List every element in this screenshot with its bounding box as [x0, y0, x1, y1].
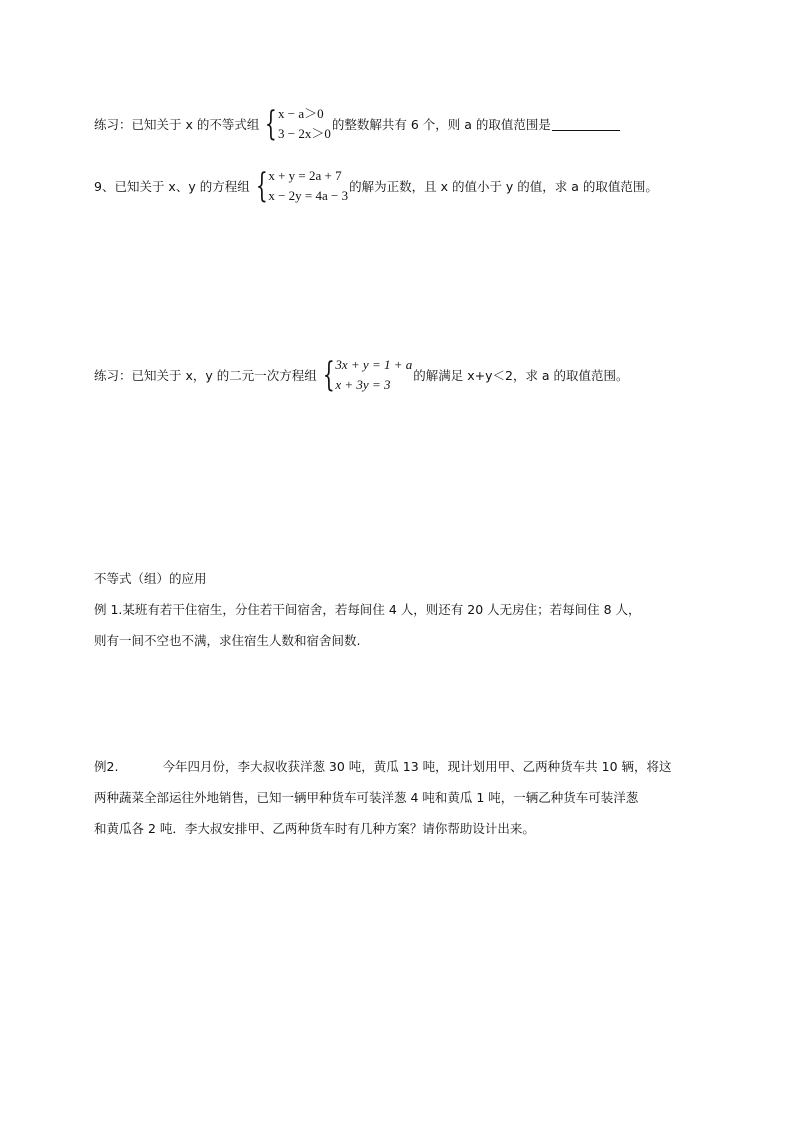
- answer-blank[interactable]: [552, 118, 620, 131]
- equation-1: x + y = 2a + 7: [268, 168, 342, 183]
- example2-label: 例2.: [94, 759, 119, 774]
- example2-line3: 和黄瓜各 2 吨．李大叔安排甲、乙两种货车时有几种方案？请你帮助设计出来。: [94, 821, 535, 836]
- example2: [94, 751, 706, 844]
- problem9-line: [94, 166, 658, 206]
- equation-system: [251, 166, 348, 206]
- equation-1: 3x + y = 1 + a: [335, 357, 413, 372]
- practice1-text-before: 练习：已知关于 x 的不等式组: [94, 117, 260, 132]
- brace-symbol: {: [255, 166, 268, 206]
- example1-line2: 则有一间不空也不满，求住宿生人数和宿舍间数.: [94, 633, 361, 648]
- example1: [94, 594, 706, 656]
- practice2-text-after: 的解满足 x+y＜2，求 a 的取值范围。: [413, 368, 629, 383]
- problem9-text-after: 的解为正数，且 x 的值小于 y 的值，求 a 的取值范围。: [349, 179, 658, 194]
- inequality-system: [260, 104, 330, 144]
- equation-system: [318, 355, 413, 395]
- brace-symbol: {: [265, 104, 278, 144]
- example1-line1: 例 1.某班有若干住宿生，分住若干间宿舍，若每间住 4 人，则还有 20 人无房住；若每间住 8 人，: [94, 602, 641, 617]
- brace-symbol: {: [322, 355, 335, 395]
- example2-line1: 今年四月份，李大叔收获洋葱 30 吨，黄瓜 13 吨，现计划用甲、乙两种货车共 10 辆，将这: [162, 759, 672, 774]
- inequality-1: x − a＞0: [278, 106, 324, 121]
- example2-line2: 两种蔬菜全部运往外地销售，已知一辆甲种货车可装洋葱 4 吨和黄瓜 1 吨，一辆乙种货车可装洋葱: [94, 790, 639, 805]
- practice1-text-after: 的整数解共有 6 个，则 a 的取值范围是: [331, 117, 551, 132]
- equation-2: x − 2y = 4a − 3: [268, 188, 349, 203]
- section-title: 不等式（组）的应用: [94, 571, 207, 586]
- problem9-text-before: 9、已知关于 x、y 的方程组: [94, 179, 250, 194]
- equation-2: x + 3y = 3: [335, 377, 391, 392]
- inequality-2: 3 − 2x＞0: [278, 126, 331, 141]
- practice2-text-before: 练习：已知关于 x，y 的二元一次方程组: [94, 368, 317, 383]
- practice1-line: [94, 104, 620, 144]
- practice2-line: [94, 355, 629, 395]
